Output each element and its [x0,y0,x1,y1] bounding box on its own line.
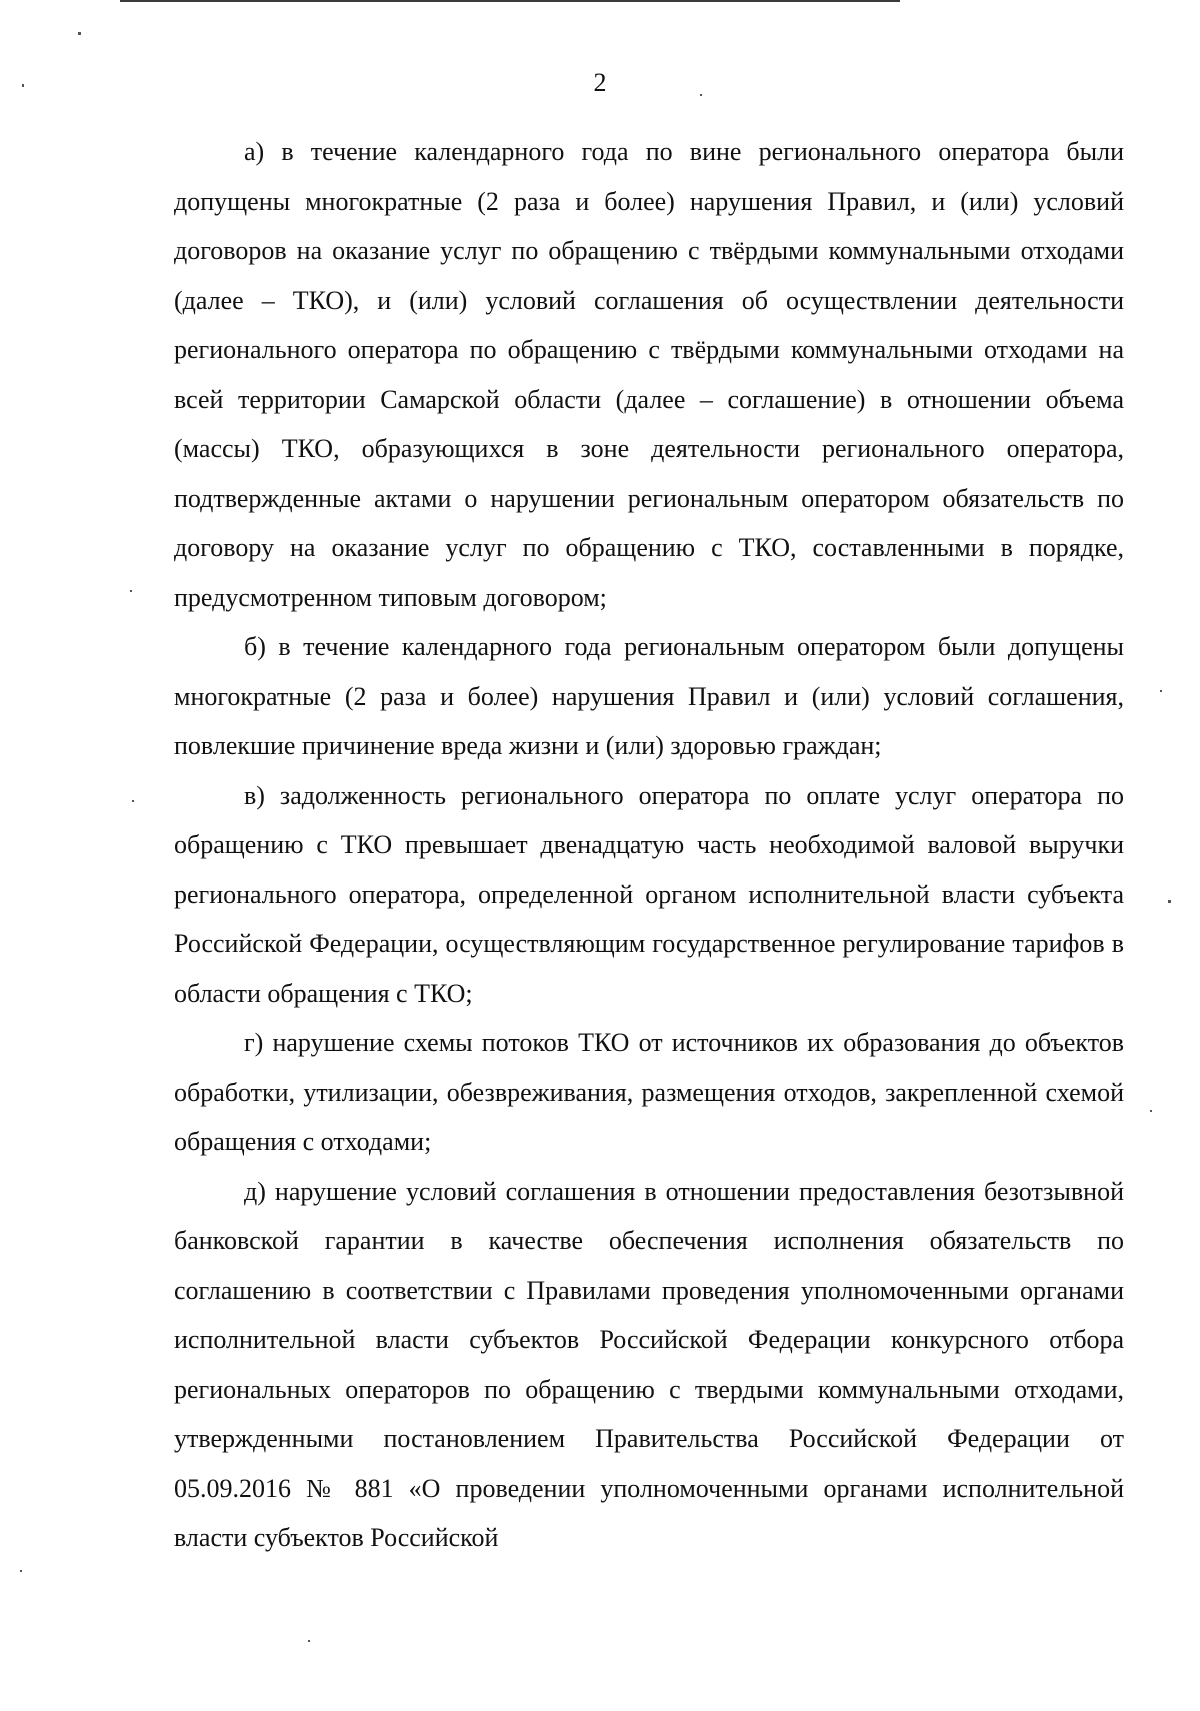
page-number: 2 [593,68,607,97]
paragraph-g: г) нарушение схемы потоков ТКО от источников их образования до объектов обработки, утилизации, обезвреживания, размещения отходов, закрепленной схемой обращения с отходами; [174,1028,1124,1156]
scan-speck [308,1640,310,1642]
scan-speck [132,800,134,802]
scan-speck [1150,1110,1152,1112]
scan-speck [20,1570,22,1572]
paragraph-b: б) в течение календарного года региональным оператором были допущены многократные (2 раза и более) нарушения Правил и (или) условий соглашения, повлекшие причинение вреда жизни и (или) здоровью граждан; [174,632,1124,760]
paragraph-a: а) в течение календарного года по вине регионального оператора были допущены многократные (2 раза и более) нарушения Правил, и (или) условий договоров на оказание услуг по обращению с твёрдыми коммунальными отходами (далее – ТКО), и (или) условий соглашения об осуществлении деятельности регионального оператора по обращению с твёрдыми коммунальными отходами на всей территории Самарской области (далее – соглашение) в отношении объема (массы) ТКО, образующихся в зоне деятельности регионального оператора, подтвержденные актами о нарушении региональным оператором обязательств по договору на оказание услуг по обращению с ТКО, составленными в порядке, предусмотренном типовым договором; [174,137,1124,612]
document-body [174,127,1124,1563]
scan-speck [130,590,132,592]
scan-speck [78,32,81,35]
scan-speck [1160,690,1162,692]
scan-speck [1168,900,1171,903]
paragraph-d: д) нарушение условий соглашения в отношении предоставления безотзывной банковской гарантии в качестве обеспечения исполнения обязательств по соглашению в соответствии с Правилами проведения уполномоченными органами исполнительной власти субъектов Российской Федерации конкурсного отбора региональных операторов по обращению с твердыми коммунальными отходами, утвержденными постановлением Правительства Российской Федерации от 05.09.2016 № 881 «О проведении уполномоченными органами исполнительной власти субъектов Российской [174,1176,1124,1552]
paragraph-v: в) задолженность регионального оператора по оплате услуг оператора по обращению с ТКО превышает двенадцатую часть необходимой валовой выручки регионального оператора, определенной органом исполнительной власти субъекта Российской Федерации, осуществляющим государственное регулирование тарифов в области обращения с ТКО; [174,780,1124,1008]
top-scan-edge [120,0,900,2]
